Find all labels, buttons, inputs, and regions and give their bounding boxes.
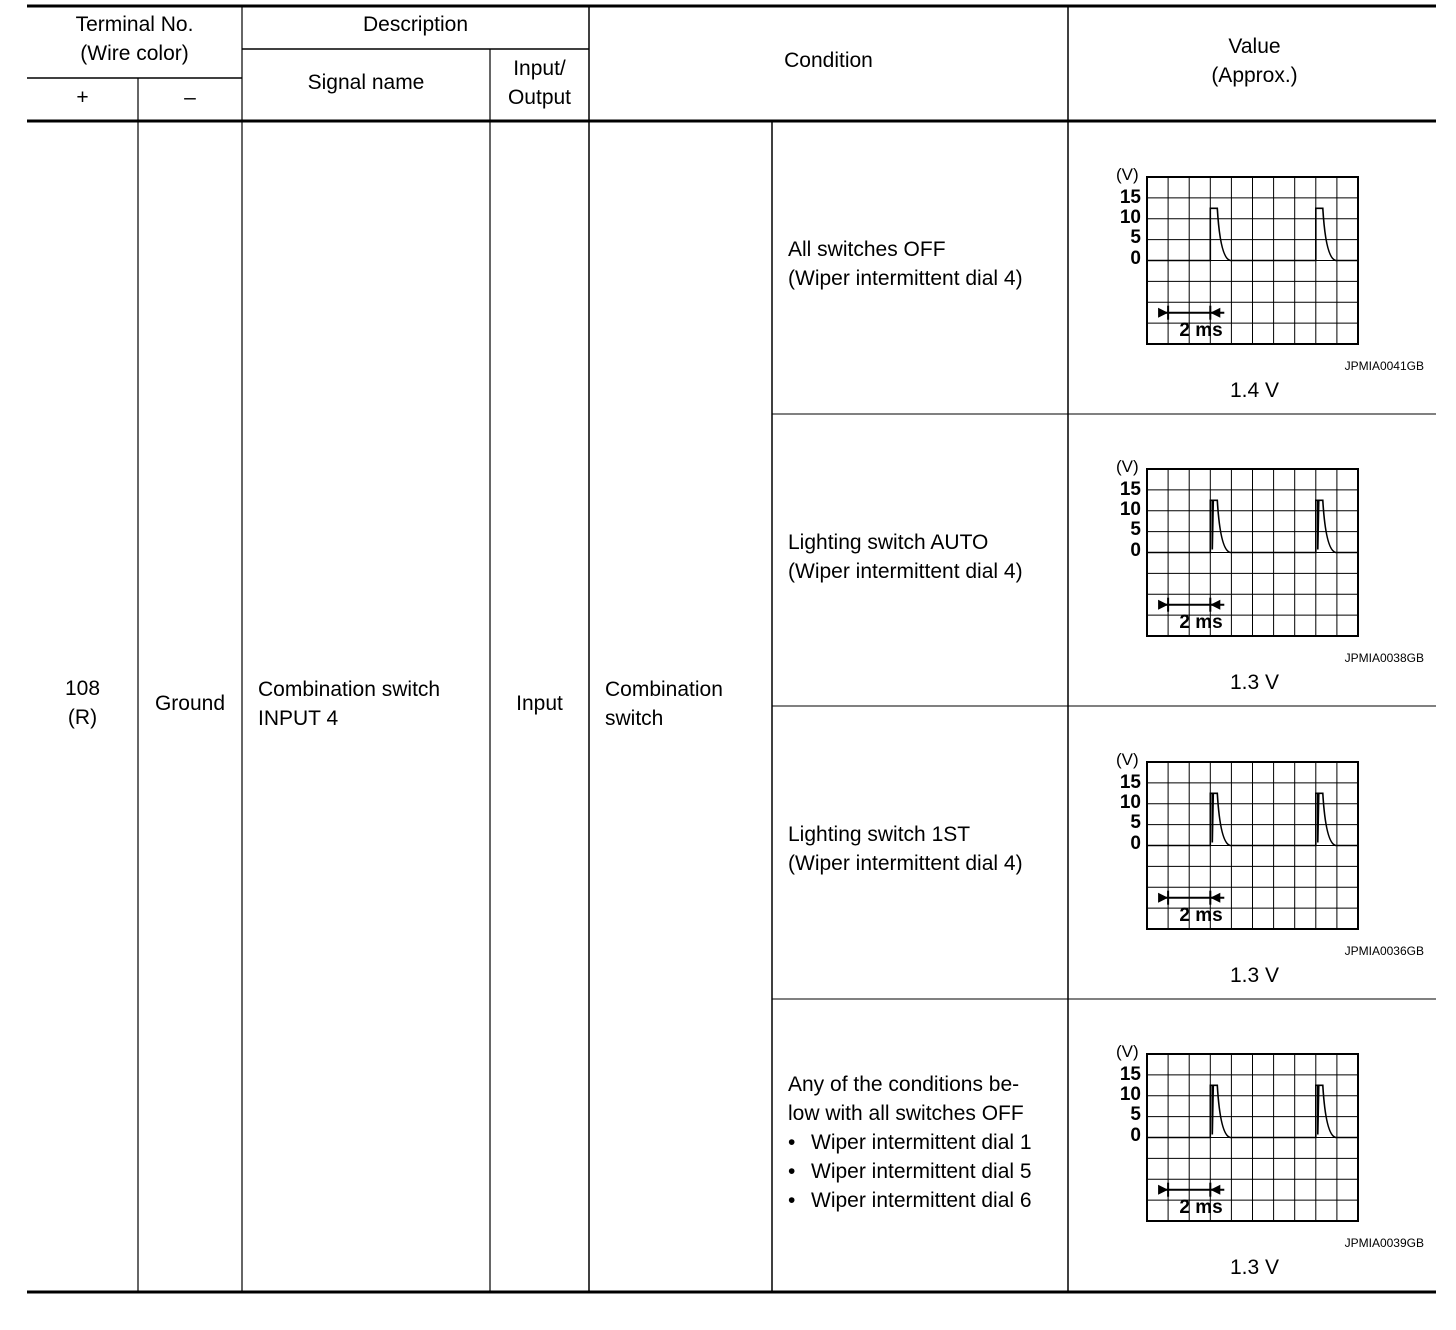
oscilloscope-waveform-2	[1106, 452, 1436, 677]
waveform-1-tick-0: 0	[1130, 248, 1141, 269]
waveform-3-units: (V)	[1116, 750, 1139, 769]
waveform-2-tick-15: 15	[1119, 479, 1141, 500]
input-output-header-2: Output	[507, 86, 572, 109]
waveform-4-figure-id: JPMIA0039GB	[1344, 1236, 1424, 1250]
waveform-4-tick-5: 5	[1130, 1104, 1141, 1125]
signal-name-line-1: Combination switch	[258, 678, 441, 701]
waveform-1-tick-10: 10	[1119, 207, 1141, 228]
waveform-4-tick-0: 0	[1130, 1125, 1141, 1146]
waveform-4-tick-10: 10	[1119, 1084, 1141, 1105]
terminal-no-header: Terminal No.	[75, 13, 194, 36]
signal-name-header: Signal name	[307, 71, 425, 94]
waveform-3-tick-5: 5	[1130, 812, 1141, 833]
waveform-3-tick-15: 15	[1119, 772, 1141, 793]
condition-group-line-2: switch	[605, 707, 664, 730]
condition-text-1-line-1: All switches OFF	[788, 238, 946, 261]
terminal-plus-wire-color: (R)	[67, 706, 98, 729]
waveform-4-time-scale: 2 ms	[1179, 1197, 1223, 1218]
oscilloscope-waveform-1	[1106, 160, 1436, 385]
minus-header: –	[184, 86, 196, 109]
terminal-plus-number: 108	[64, 677, 101, 700]
condition-text-3-line-1: Lighting switch 1ST	[788, 823, 971, 846]
waveform-3-tick-10: 10	[1119, 792, 1141, 813]
oscilloscope-waveform-4	[1106, 1037, 1436, 1262]
bullet-glyph: •	[788, 1131, 796, 1154]
condition-text-4-line-1: Any of the conditions be-	[788, 1073, 1020, 1096]
time-arrow-right-icon	[1158, 893, 1168, 903]
waveform-2-tick-10: 10	[1119, 499, 1141, 520]
time-arrow-right-icon	[1158, 308, 1168, 318]
input-output-value: Input	[516, 692, 563, 715]
waveform-1-units: (V)	[1116, 165, 1139, 184]
bullet-text: Wiper intermittent dial 5	[811, 1160, 1032, 1183]
waveform-3-time-scale: 2 ms	[1179, 905, 1223, 926]
bullet-text: Wiper intermittent dial 1	[811, 1131, 1032, 1154]
plus-header: +	[76, 86, 89, 109]
value-1: 1.4 V	[1229, 379, 1280, 402]
waveform-4-tick-15: 15	[1119, 1064, 1141, 1085]
condition-text-4-line-2: low with all switches OFF	[788, 1102, 1024, 1125]
value-2: 1.3 V	[1229, 671, 1280, 694]
waveform-2-figure-id: JPMIA0038GB	[1344, 651, 1424, 665]
oscilloscope-waveform-3	[1106, 745, 1436, 970]
condition-header: Condition	[784, 49, 873, 72]
waveform-1-tick-15: 15	[1119, 187, 1141, 208]
bullet-glyph: •	[788, 1189, 796, 1212]
description-header: Description	[362, 13, 469, 36]
waveform-2-tick-0: 0	[1130, 540, 1141, 561]
time-arrow-left-icon	[1210, 308, 1220, 318]
time-arrow-left-icon	[1210, 1185, 1220, 1195]
terminal-minus: Ground	[154, 692, 226, 715]
condition-text-3-line-2: (Wiper intermittent dial 4)	[788, 852, 1023, 875]
bullet-text: Wiper intermittent dial 6	[811, 1189, 1032, 1212]
time-arrow-left-icon	[1210, 600, 1220, 610]
time-arrow-right-icon	[1158, 1185, 1168, 1195]
waveform-2-time-scale: 2 ms	[1179, 612, 1223, 633]
waveform-2-tick-5: 5	[1130, 519, 1141, 540]
condition-text-2-line-1: Lighting switch AUTO	[788, 531, 989, 554]
input-output-header-1: Input/	[513, 57, 566, 80]
value-3: 1.3 V	[1229, 964, 1280, 987]
time-arrow-right-icon	[1158, 600, 1168, 610]
value-4: 1.3 V	[1229, 1256, 1280, 1279]
value-header-1: Value	[1228, 35, 1281, 58]
waveform-1-figure-id: JPMIA0041GB	[1344, 359, 1424, 373]
waveform-3-tick-0: 0	[1130, 833, 1141, 854]
bullet-glyph: •	[788, 1160, 796, 1183]
waveform-3-figure-id: JPMIA0036GB	[1344, 944, 1424, 958]
waveform-4-units: (V)	[1116, 1042, 1139, 1061]
waveform-1-tick-5: 5	[1130, 227, 1141, 248]
condition-text-1-line-2: (Wiper intermittent dial 4)	[788, 267, 1023, 290]
signal-name-line-2: INPUT 4	[258, 707, 339, 730]
value-header-2: (Approx.)	[1211, 64, 1298, 87]
waveform-2-units: (V)	[1116, 457, 1139, 476]
condition-text-2-line-2: (Wiper intermittent dial 4)	[788, 560, 1023, 583]
waveform-1-time-scale: 2 ms	[1179, 320, 1223, 341]
wire-color-header: (Wire color)	[80, 42, 189, 65]
condition-group-line-1: Combination	[605, 678, 723, 701]
time-arrow-left-icon	[1210, 893, 1220, 903]
